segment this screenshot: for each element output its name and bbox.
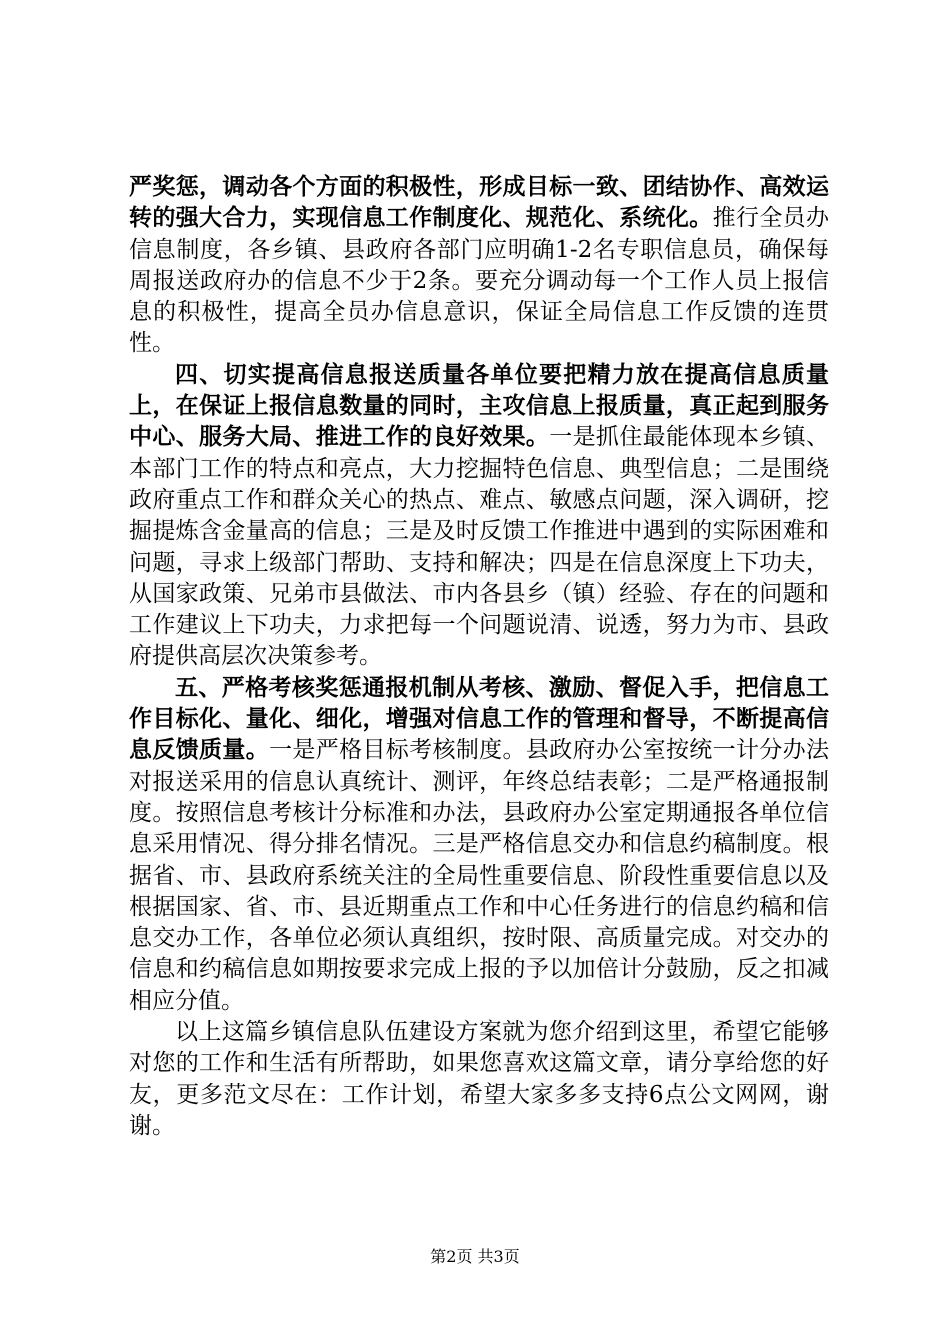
paragraph-2-text: 一是抓住最能体现本乡镇、本部门工作的特点和亮点，大力挖掘特色信息、典型信息；二是围绕政府重点工作和群众关心的热点、难点、敏感点问题，深入调研，挖掘提炼含金量高的信息；三是及时反馈工作推进中遇到的实际困难和问题，寻求上级部门帮助、支持和解决；四是在信息深度上下功夫，从国家政策、兄弟市县做法、市内各县乡（镇）经验、存在的问题和工作建议上下功夫，力求把每一个问题说清、说透，努力为市、县政府提供高层次决策参考。	[129, 424, 830, 670]
page-footer: 第2页 共3页	[430, 1247, 520, 1266]
paragraph-1	[129, 172, 829, 360]
paragraph-1-text: 推行全员办信息制度，各乡镇、县政府各部门应明确1-2名专职信息员，确保每周报送政府办的信息不少于2条。要充分调动每一个工作人员上报信息的积极性，提高全员办信息意识，保证全局信息工作反馈的连贯性。	[129, 205, 830, 357]
paragraph-4-text: 以上这篇乡镇信息队伍建设方案就为您介绍到这里，希望它能够对您的工作和生活有所帮助，如果您喜欢这篇文章，请分享给您的好友，更多范文尽在：工作计划，希望大家多多支持6点公文网网，谢谢。	[129, 1019, 829, 1139]
paragraph-3-text: 一是严格目标考核制度。县政府办公室按统一计分办法对报送采用的信息认真统计、测评，年终总结表彰；二是严格通报制度。按照信息考核计分标准和办法，县政府办公室定期通报各单位信息采用情况、得分排名情况。三是严格信息交办和信息约稿制度。根据省、市、县政府系统关注的全局性重要信息、阶段性重要信息以及根据国家、省、市、县近期重点工作和中心任务进行的信息约稿和信息交办工作，各单位必须认真组织，按时限、高质量完成。对交办的信息和约稿信息如期按要求完成上报的予以加倍计分鼓励，反之扣减相应分值。	[129, 737, 830, 1014]
paragraph-3-bold: 五、严格考核奖惩通报机制从考核、激励、督促入手，把信息工作目标化、量化、细化，增强对信息工作的管理和督导，不断提高信息反馈质量。	[129, 674, 829, 764]
paragraph-1-bold: 严奖惩，调动各个方面的积极性，形成目标一致、团结协作、高效运转的强大合力，实现信息工作制度化、规范化、系统化。	[129, 174, 829, 232]
paragraph-2-bold: 四、切实提高信息报送质量各单位要把精力放在提高信息质量上，在保证上报信息数量的同时，主攻信息上报质量，真正起到服务中心、服务大局、推进工作的良好效果。	[129, 361, 829, 451]
paragraph-4	[129, 1017, 829, 1142]
document-body	[129, 172, 829, 1142]
paragraph-3	[129, 673, 829, 1017]
paragraph-2	[129, 360, 829, 673]
